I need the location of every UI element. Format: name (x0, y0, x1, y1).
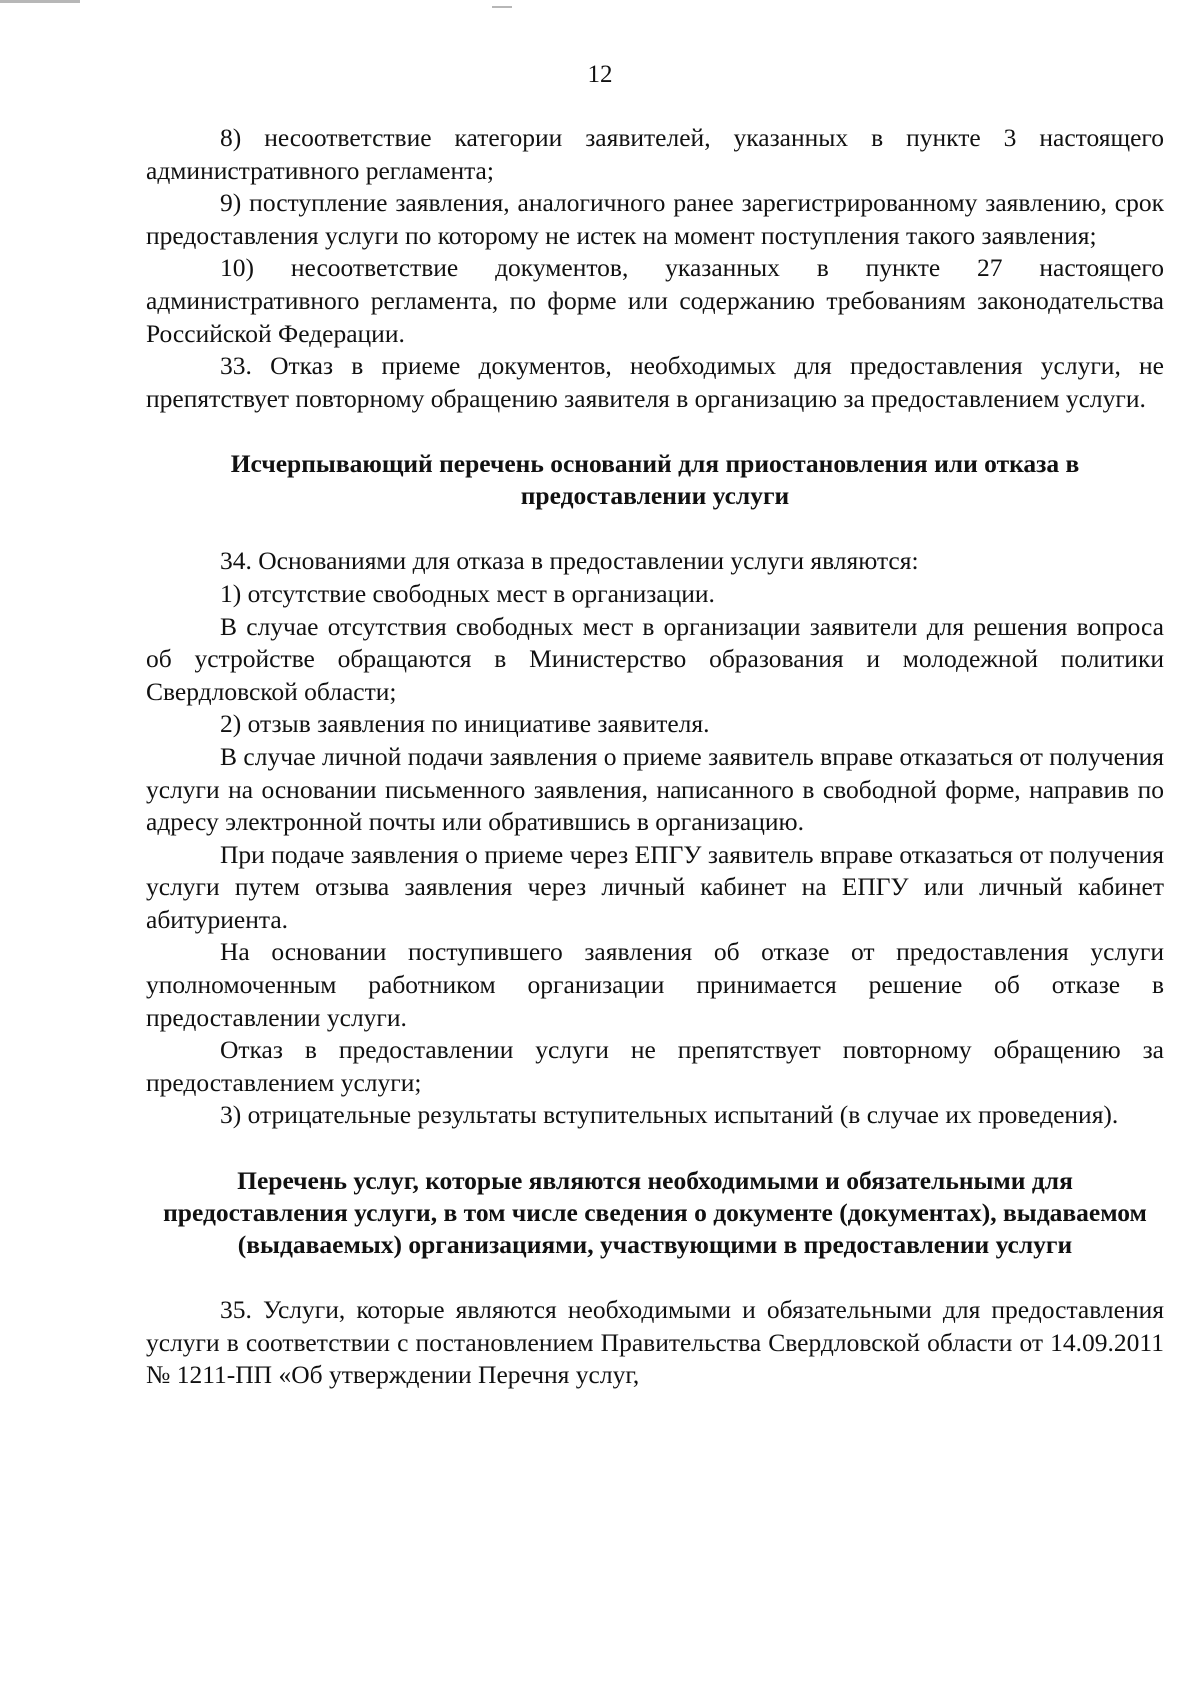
paragraph-repeat-request: Отказ в предоставлении услуги не препятствует повторному обращению за предоставлением услуги; (146, 1035, 1164, 1097)
list-item-9: 9) поступление заявления, аналогичного ранее зарегистрированному заявлению, срок предоставления услуги по которому не истек на момент поступления такого заявления; (146, 188, 1164, 250)
list-item-8: 8) несоответствие категории заявителей, указанных в пункте 3 настоящего административного регламента; (146, 123, 1164, 185)
paragraph-35: 35. Услуги, которые являются необходимыми и обязательными для предоставления услуги в соответствии с постановлением Правительства Свердловской области от 14.09.2011 № 1211-ПП «Об утверждении Перечня услуг, (146, 1295, 1164, 1390)
section-heading-refusal-grounds: Исчерпывающий перечень оснований для приостановления или отказа в предоставлении услуги (230, 449, 1080, 511)
list-item-1: 1) отсутствие свободных мест в организации. (220, 578, 715, 608)
scan-artifact-mark (492, 6, 512, 8)
scan-artifact-mark (0, 0, 80, 3)
paragraph-33: 33. Отказ в приеме документов, необходимых для предоставления услуги, не препятствует повторному обращению заявителя в организацию за предоставлением услуги. (146, 351, 1164, 413)
page-number: 12 (587, 61, 613, 88)
paragraph-epgu-submission: При подаче заявления о приеме через ЕПГУ заявитель вправе отказаться от получения услуги путем отзыва заявления через личный кабинет на ЕПГУ или личный кабинет абитуриента. (146, 839, 1164, 934)
list-item-2: 2) отзыв заявления по инициативе заявителя. (220, 709, 710, 739)
document-body (146, 122, 1164, 1392)
paragraph-34: 34. Основаниями для отказа в предоставлении услуги являются: (220, 546, 919, 576)
list-item-3: 3) отрицательные результаты вступительных испытаний (в случае их проведения). (220, 1100, 1119, 1130)
paragraph-personal-submission: В случае личной подачи заявления о приеме заявитель вправе отказаться от получения услуги на основании письменного заявления, написанного в свободной форме, направив по адресу электронной почты или обратившись в организацию. (146, 741, 1164, 837)
list-item-10: 10) несоответствие документов, указанных в пункте 27 настоящего административного регламента, по форме или содержанию требованиям законодательства Российской Федерации. (146, 253, 1164, 348)
paragraph-refusal-decision: На основании поступившего заявления об отказе от предоставления услуги уполномоченным работником организации принимается решение об отказе в предоставлении услуги. (146, 937, 1164, 1032)
paragraph-no-vacancies: В случае отсутствия свободных мест в организации заявители для решения вопроса об устройстве обращаются в Министерство образования и молодежной политики Свердловской области; (146, 611, 1164, 706)
section-heading-required-services: Перечень услуг, которые являются необходимыми и обязательными для предоставления услуги, в том числе сведения о документе (документах), выдаваемом (выдаваемых) организациями, участвующими в предоставлении услуги (163, 1166, 1147, 1260)
